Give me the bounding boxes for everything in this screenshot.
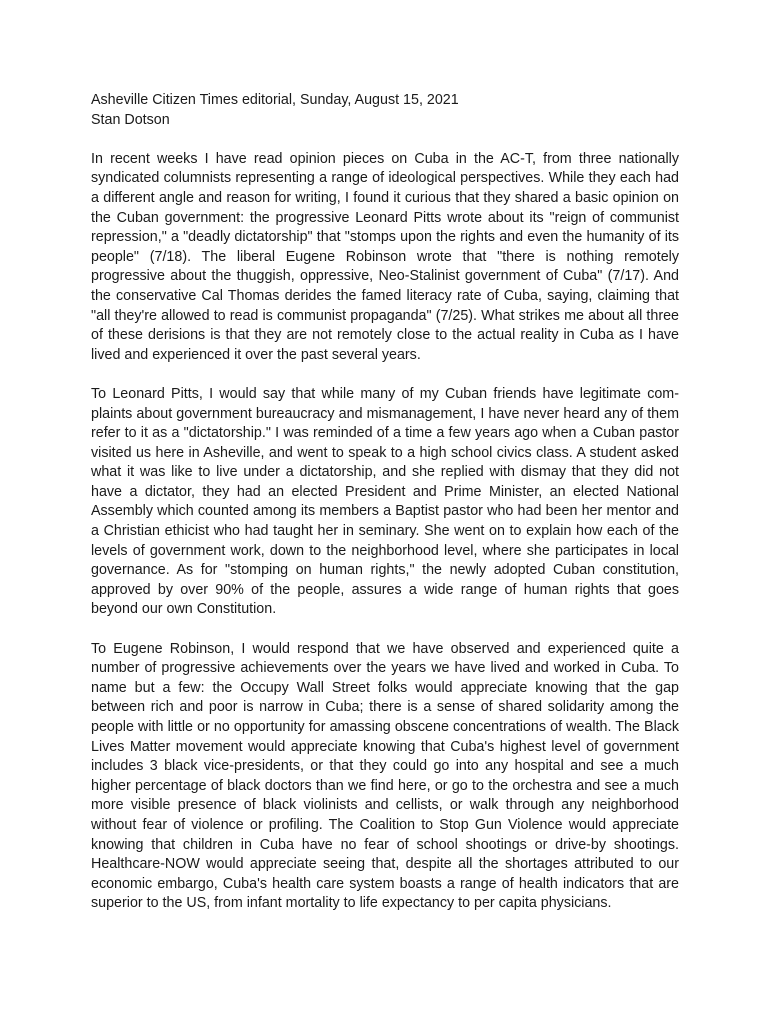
paragraph-robinson: To Eugene Robinson, I would respond that we have observed and experienced quite a number of progressive achievements over the years we have lived and worked in Cuba. To name but a few: the Occupy Wall Street folks would appreciate knowing that the gap between rich and poor is narrow in Cuba; there is a sense of shared solidarity among the people with little or no opportunity for amassing obscene concentrations of wealth. The Black Lives Matter movement would appreciate knowing that Cuba's highest level of government includes 3 black vice-presidents, or that they could go into any hospital and see a much higher percentage of black doctors than we find here, or go to the orchestra and see a much more visible presence of black violinists and cellists, or walk through any neighborhood without fear of violence or profiling. The Coalition to Stop Gun Violence would appreciate knowing that children in Cuba have no fear of school shootings or drive-by shootings. Healthcare-NOW would appreciate seeing that, despite all the shortages attributed to our economic embargo, Cuba's health care system boasts a range of health indicators that are superior to the US, from infant mortality to life expectancy to per capita physicians. — [91, 640, 679, 912]
dateline: Asheville Citizen Times editorial, Sunday, August 15, 2021 — [91, 92, 459, 108]
paragraph-pitts: To Leonard Pitts, I would say that while many of my Cuban friends have legitimate complaints about government bureaucracy and mismanagement, I have never heard any of them refer to it as a "dictatorship." I was reminded of a time a few years ago when a Cuban pastor visited us here in Asheville, and went to speak to a high school civics class. A student asked what it was like to live under a dictatorship, and she replied with dismay that they did not have a dictator, they had an elected President and Prime Minister, an elected National Assembly which counted among its members a Baptist pastor who had been her mentor and a Christian ethicist who had taught her in seminary. She went on to explain how each of the levels of government work, down to the neighborhood level, where she participates in local governance. As for "stomping on human rights," the newly adopted Cuban constitution, approved by over 90% of the people, assures a wide range of human rights that goes beyond our own Constitution. — [91, 385, 679, 618]
author-name: Stan Dotson — [91, 111, 170, 128]
paragraph-intro: In recent weeks I have read opinion pieces on Cuba in the AC-T, from three nationally syndicated columnists representing a range of ideological perspectives. While they each had a different angle and reason for writing, I found it curious that they shared a basic opinion on the Cuban government: the progressive Leonard Pitts wrote about its "reign of communist repression," a "deadly dictatorship" that "stomps upon the rights and even the humanity of its people" (7/18). The liberal Eugene Robinson wrote that "there is nothing remotely progressive about the thuggish, oppressive, Neo-Stalinist government of Cuba" (7/17). And the conservative Cal Thomas derides the famed literacy rate of Cuba, saying, claiming that "all they're allowed to read is communist propaganda" (7/25). What strikes me about all three of these derisions is that they are not remotely close to the actual reality in Cuba as I have lived and experienced it over the past several years. — [91, 150, 679, 363]
document-page — [91, 91, 679, 914]
